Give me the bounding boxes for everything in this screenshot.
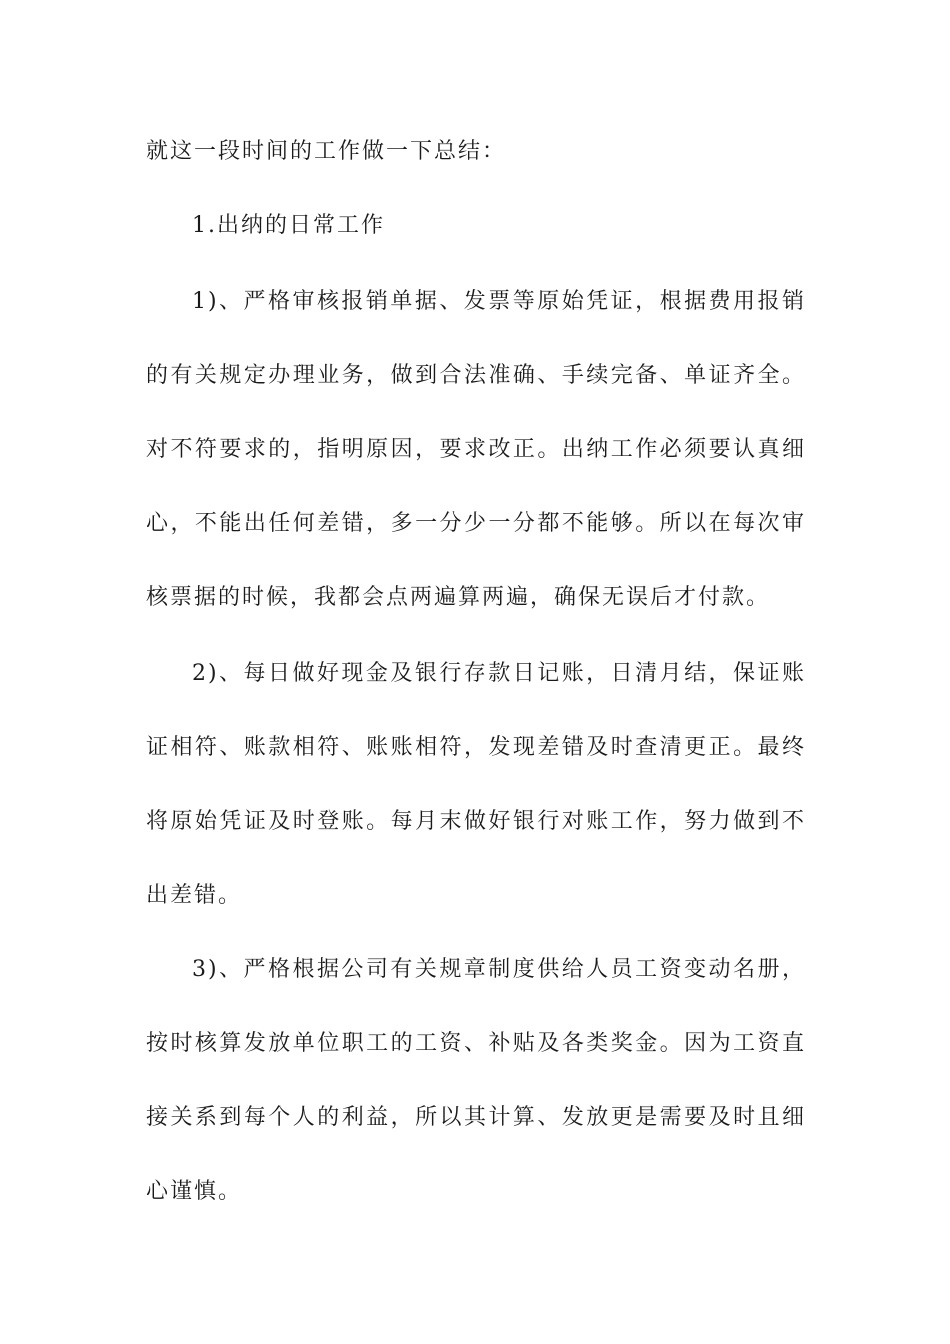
text-line: 心谨慎。 [146,1179,243,1204]
section-heading: 1.出纳的日常工作 [192,213,385,238]
text-line: 接关系到每个人的利益，所以其计算、发放更是需要及时且细 [146,1105,806,1130]
text-line: 出差错。 [146,883,243,908]
text-line: 2)、每日做好现金及银行存款日记账，日清月结，保证账 [192,661,806,686]
text-line: 的有关规定办理业务，做到合法准确、手续完备、单证齐全。 [146,363,806,388]
text-line: 就这一段时间的工作做一下总结： [146,139,507,164]
text-line: 证相符、账款相符、账账相符，发现差错及时查清更正。最终 [146,735,806,760]
text-line: 按时核算发放单位职工的工资、补贴及各类奖金。因为工资直 [146,1031,806,1056]
text-line: 1)、严格审核报销单据、发票等原始凭证，根据费用报销 [192,289,806,314]
text-line: 将原始凭证及时登账。每月末做好银行对账工作，努力做到不 [146,809,806,834]
text-line: 3)、严格根据公司有关规章制度供给人员工资变动名册， [192,957,806,982]
text-line: 核票据的时候，我都会点两遍算两遍，确保无误后才付款。 [146,585,771,610]
text-line: 心，不能出任何差错，多一分少一分都不能够。所以在每次审 [146,511,806,536]
text-line: 对不符要求的，指明原因，要求改正。出纳工作必须要认真细 [146,437,806,462]
